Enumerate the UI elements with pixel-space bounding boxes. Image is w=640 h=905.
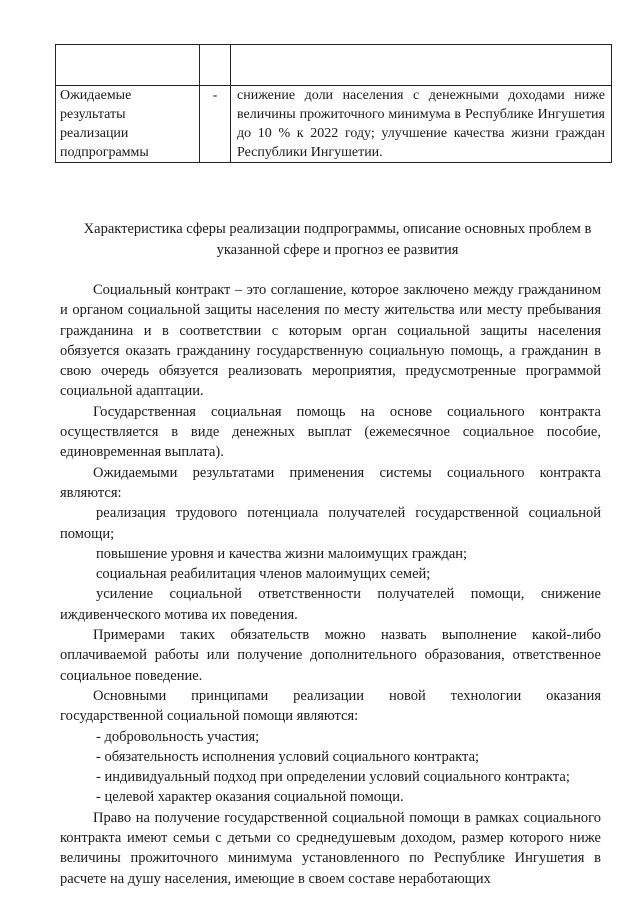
paragraph: Право на получение государственной социальной помощи в рамках социального контракта имеют семьи с детьми со среднедушевым доходом, размер которого ниже величины прожиточного минимума установленного по Республике Ингушетия в расчете на душу населения, имеющие в своем составе неработающих	[60, 809, 601, 887]
paragraph: Основными принципами реализации новой технологии оказания государственной социальной помощи являются:	[60, 687, 601, 725]
body-text	[60, 280, 601, 889]
list-item: - индивидуальный подход при определении условий социального контракта;	[96, 769, 570, 786]
list-item: повышение уровня и качества жизни малоимущих граждан;	[96, 545, 468, 562]
section-heading: Характеристика сферы реализации подпрограммы, описание основных проблем в указанной сфере и прогноз ее развития	[83, 221, 592, 258]
subprogram-passport-table	[55, 44, 612, 163]
table-row	[56, 86, 612, 163]
table-cell-label	[56, 45, 200, 86]
paragraph: Государственная социальная помощь на основе социального контракта осуществляется в виде денежных выплат (ежемесячное социальное пособие, единовременная выплата).	[60, 403, 601, 461]
table-cell-text: снижение доли населения с денежными доходами ниже величины прожиточного минимума в Республике Ингушетия до 10 % к 2022 году; улучшение качества жизни граждан Республики Ингушетии.	[231, 86, 612, 163]
paragraph: Ожидаемыми результатами применения системы социального контракта являются:	[60, 464, 601, 501]
table-row	[56, 45, 612, 86]
table-cell-dash: -	[200, 86, 231, 163]
list-item: усиление социальной ответственности получателей помощи, снижение иждивенческого мотива их поведения.	[60, 586, 601, 623]
list-item: - добровольность участия;	[96, 728, 260, 745]
paragraph: Примерами таких обязательств можно назвать выполнение какой-либо оплачиваемой работы или получение дополнительного образования, ответственное социальное поведение.	[60, 627, 601, 684]
list-item: - целевой характер оказания социальной помощи.	[96, 789, 404, 806]
table-cell-label: Ожидаемые результаты реализации подпрограммы	[56, 86, 200, 163]
table-cell-text	[231, 45, 612, 86]
list-item: - обязательность исполнения условий социального контракта;	[96, 748, 480, 765]
list-item: реализация трудового потенциала получателей государственной социальной помощи;	[60, 505, 601, 542]
list-item: социальная реабилитация членов малоимущих семей;	[96, 566, 431, 583]
paragraph: Социальный контракт – это соглашение, которое заключено между гражданином и органом социальной защиты населения по месту жительства или месту пребывания гражданина и в соответствии с которым орган социальной защиты населения обязуется оказать гражданину государственную социальную помощь, а гражданин в свою очередь обязуется реализовать мероприятия, предусмотренные программой социальной адаптации.	[60, 282, 601, 400]
table-cell-dash	[200, 45, 231, 86]
